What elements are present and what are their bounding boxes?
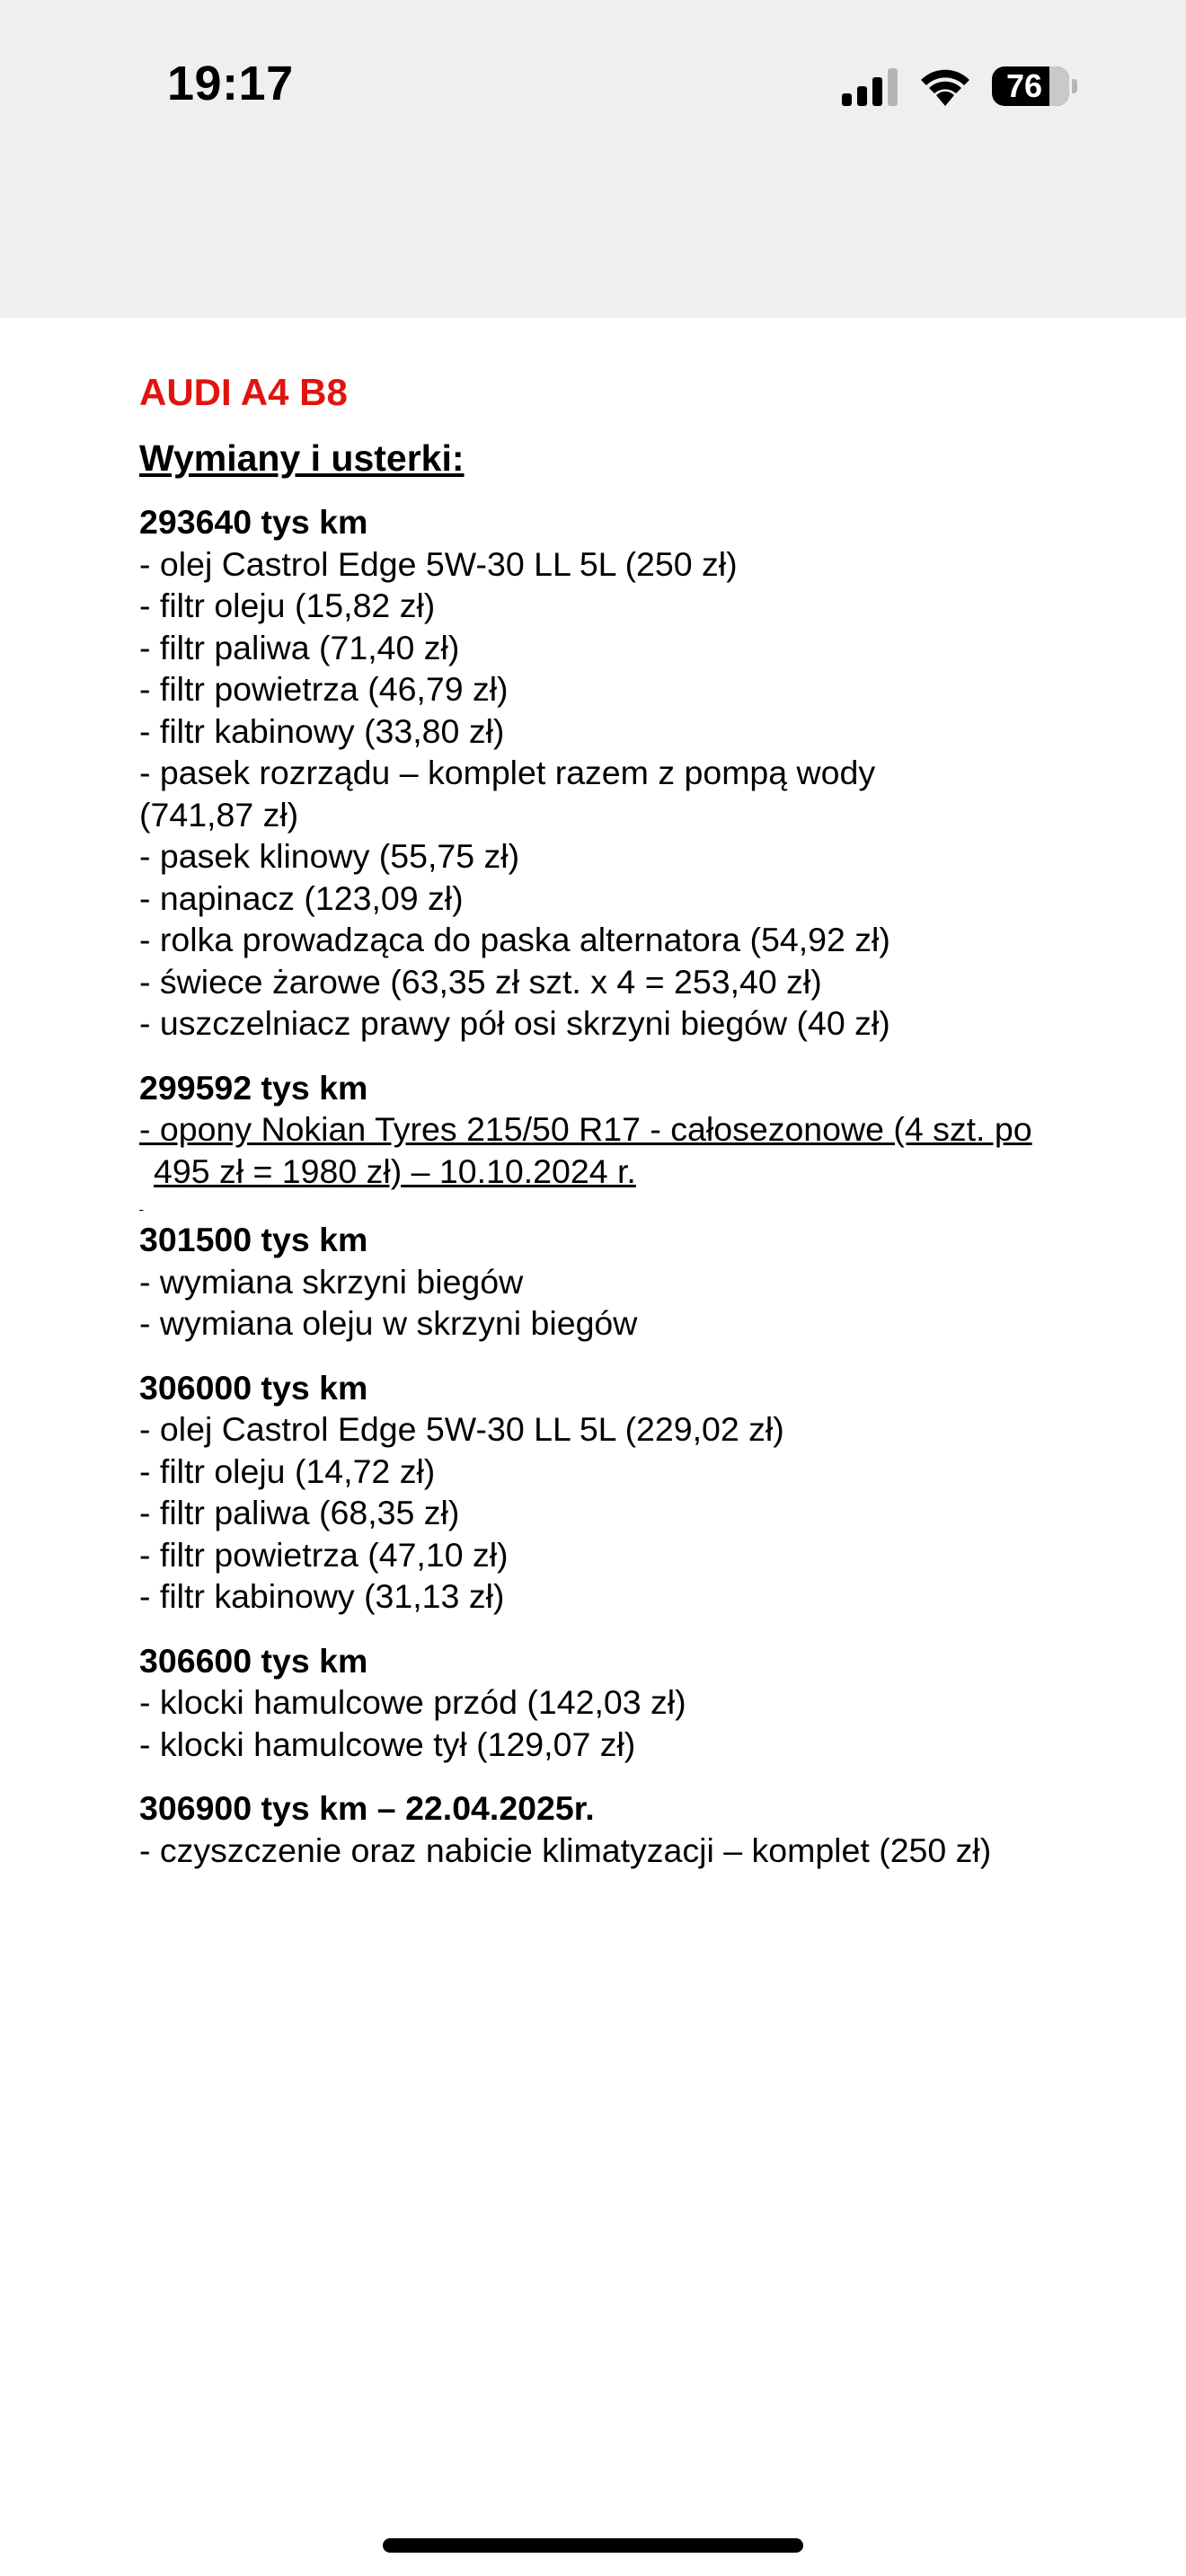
- battery-level: 76: [1005, 67, 1043, 104]
- section-heading: 301500 tys km: [139, 1221, 368, 1258]
- list-item: - olej Castrol Edge 5W-30 LL 5L (229,02 zł): [139, 1410, 784, 1448]
- status-time: 19:17: [167, 57, 294, 110]
- list-item: - napinacz (123,09 zł): [139, 878, 464, 917]
- service-section: [139, 1067, 1047, 1220]
- service-section: [139, 1219, 1047, 1345]
- list-item: - wymiana oleju w skrzyni biegów: [139, 1304, 638, 1342]
- list-item: - świece żarowe (63,35 zł szt. x 4 = 253,40 zł): [139, 962, 822, 1001]
- wifi-icon: [918, 65, 972, 106]
- list-item: - opony Nokian Tyres 215/50 R17 - całosezonowe (4 szt. po 495 zł = 1980 zł) – 10.10.2024 r.: [139, 1110, 1032, 1190]
- battery-icon: [992, 66, 1069, 106]
- list-item: - olej Castrol Edge 5W-30 LL 5L (250 zł): [139, 544, 738, 583]
- list-item: - klocki hamulcowe tył (129,07 zł): [139, 1725, 636, 1763]
- section-heading: 306000 tys km: [139, 1368, 368, 1407]
- list-item: - pasek rozrządu – komplet razem z pompą wody (741,87 zł): [139, 754, 876, 834]
- list-item: - filtr powietrza (47,10 zł): [139, 1535, 509, 1574]
- list-item: - wymiana skrzyni biegów: [139, 1262, 524, 1301]
- list-item: - filtr paliwa (68,35 zł): [139, 1494, 460, 1531]
- section-heading: 306600 tys km: [139, 1641, 368, 1680]
- empty-underlined-line: [139, 1192, 1047, 1219]
- list-item: - filtr paliwa (71,40 zł): [139, 628, 460, 666]
- service-section: [139, 1787, 1047, 1871]
- list-item: - filtr kabinowy (33,80 zł): [139, 711, 505, 750]
- service-section: [139, 1367, 1047, 1618]
- home-indicator[interactable]: [383, 2538, 803, 2553]
- section-heading: 293640 tys km: [139, 503, 368, 541]
- list-item: - filtr kabinowy (31,13 zł): [139, 1577, 505, 1615]
- document: [139, 370, 1047, 1893]
- list-item: - uszczelniacz prawy pół osi skrzyni biegów (40 zł): [139, 1004, 890, 1042]
- list-item: - pasek klinowy (55,75 zł): [139, 837, 520, 875]
- service-section: [139, 1640, 1047, 1766]
- status-bar: [0, 0, 1186, 318]
- battery-cap: [1072, 79, 1077, 93]
- section-heading: 299592 tys km: [139, 1068, 368, 1107]
- signal-icon: [842, 68, 899, 106]
- list-item: - rolka prowadząca do paska alternatora (54,92 zł): [139, 921, 890, 958]
- service-section: [139, 501, 1047, 1045]
- document-title: AUDI A4 B8: [139, 371, 348, 413]
- list-item: - filtr oleju (14,72 zł): [139, 1451, 436, 1490]
- list-item: - czyszczenie oraz nabicie klimatyzacji – komplet (250 zł): [139, 1831, 992, 1869]
- list-item: - filtr powietrza (46,79 zł): [139, 670, 509, 708]
- list-item: - klocki hamulcowe przód (142,03 zł): [139, 1683, 686, 1721]
- section-heading: 306900 tys km – 22.04.2025r.: [139, 1789, 595, 1827]
- list-item: - filtr oleju (15,82 zł): [139, 587, 436, 624]
- document-subtitle: Wymiany i usterki:: [139, 437, 465, 479]
